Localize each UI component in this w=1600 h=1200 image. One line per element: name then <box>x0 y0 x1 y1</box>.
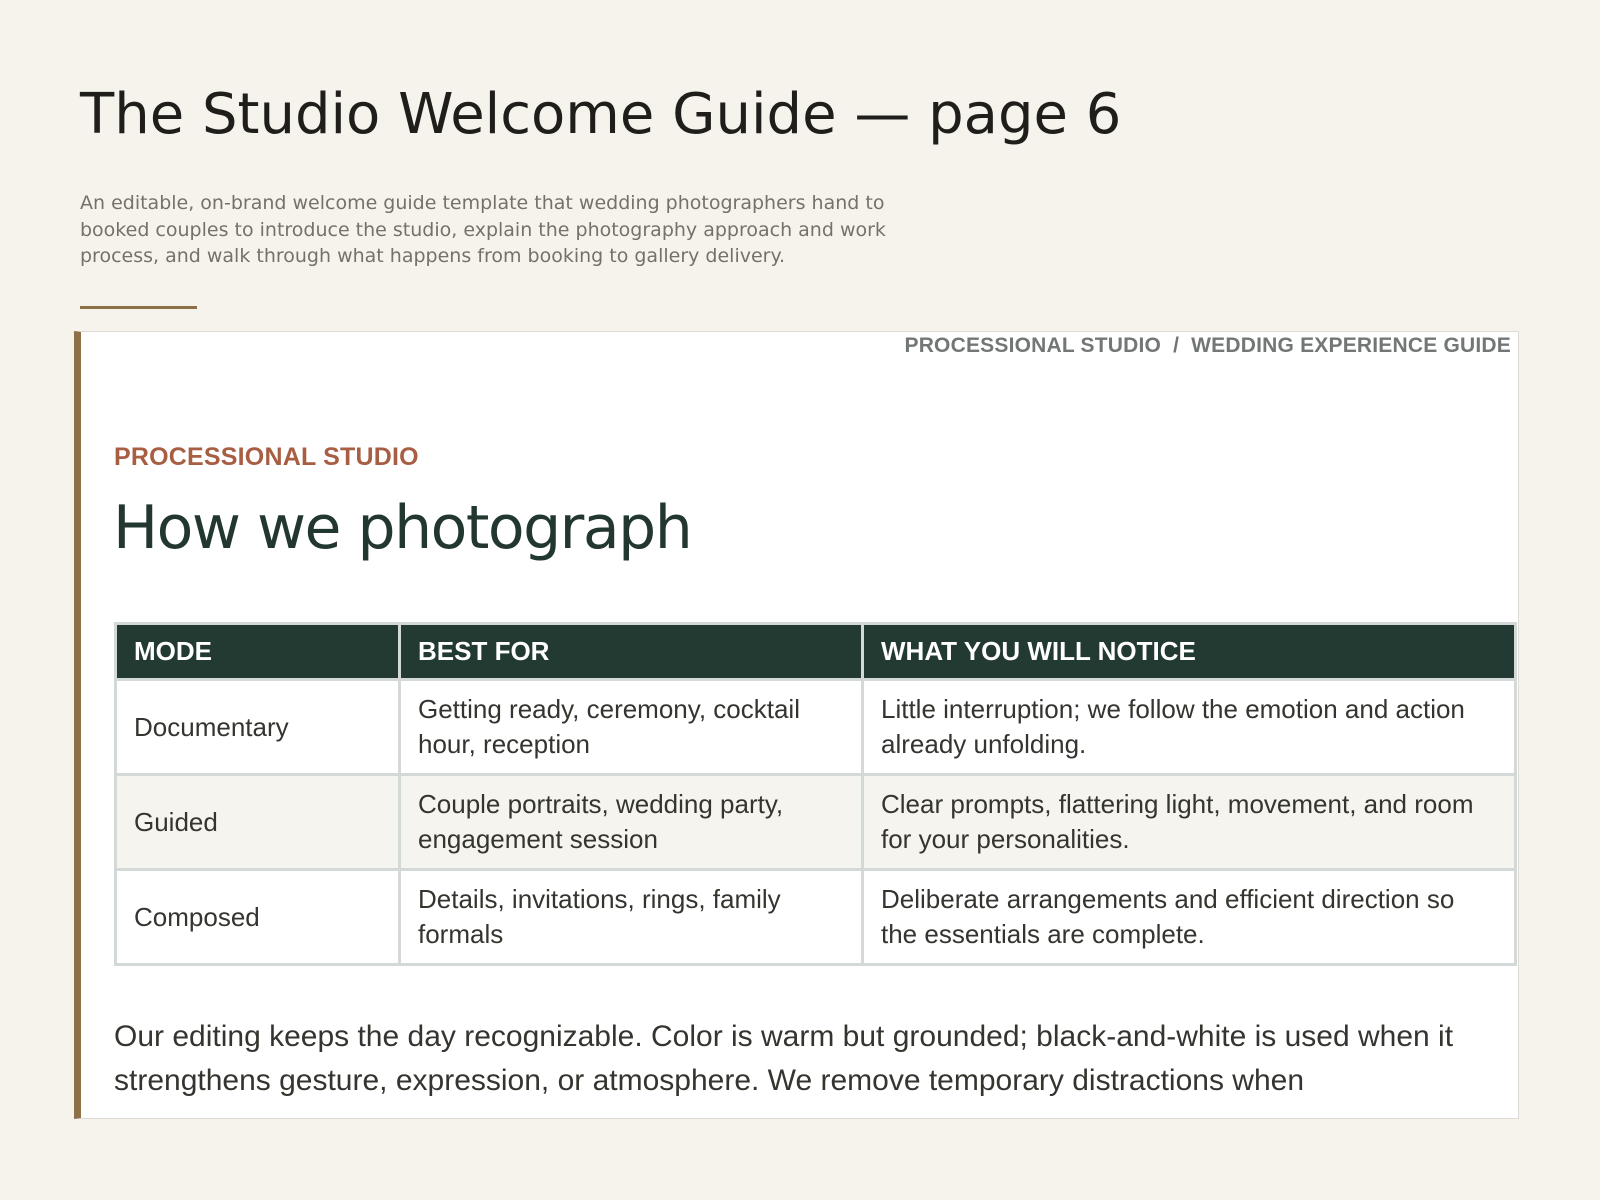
table-cell-mode: Documentary <box>116 680 400 775</box>
page-title: The Studio Welcome Guide — page 6 <box>80 82 1122 147</box>
column-header-what-you-will-notice: WHAT YOU WILL NOTICE <box>863 624 1516 680</box>
table-row <box>116 870 1516 965</box>
photography-modes-table <box>114 622 1517 966</box>
table-cell-notice: Little interruption; we follow the emotion and action already unfolding. <box>863 680 1516 775</box>
table-header-row <box>116 624 1516 680</box>
table-cell-mode: Composed <box>116 870 400 965</box>
running-head-separator: / <box>1173 334 1180 357</box>
accent-rule <box>80 306 197 309</box>
table-row <box>116 680 1516 775</box>
table-cell-notice: Deliberate arrangements and efficient direction so the essentials are complete. <box>863 870 1516 965</box>
document-preview <box>74 331 1519 1119</box>
table-cell-mode: Guided <box>116 775 400 870</box>
table-cell-best-for: Details, invitations, rings, family formals <box>400 870 863 965</box>
running-head <box>904 334 1511 358</box>
column-header-mode: MODE <box>116 624 400 680</box>
table-cell-best-for: Couple portraits, wedding party, engagement session <box>400 775 863 870</box>
section-eyebrow: PROCESSIONAL STUDIO <box>114 443 419 471</box>
running-head-guide: WEDDING EXPERIENCE GUIDE <box>1191 334 1511 357</box>
running-head-studio: PROCESSIONAL STUDIO <box>904 334 1162 357</box>
body-paragraph: Our editing keeps the day recognizable. Color is warm but grounded; black-and-white is used when it strengthens gesture, expression, or atmosphere. We remove temporary distractions when <box>114 1020 1454 1097</box>
table-cell-notice: Clear prompts, flattering light, movement, and room for your personalities. <box>863 775 1516 870</box>
table-row <box>116 775 1516 870</box>
column-header-best-for: BEST FOR <box>400 624 863 680</box>
section-heading: How we photograph <box>113 493 692 563</box>
page-subtitle: An editable, on-brand welcome guide template that wedding photographers hand to booked couples to introduce the studio, explain the photography approach and work process, and walk through what happens from booking to gallery delivery. <box>80 192 886 267</box>
table-cell-best-for: Getting ready, ceremony, cocktail hour, reception <box>400 680 863 775</box>
